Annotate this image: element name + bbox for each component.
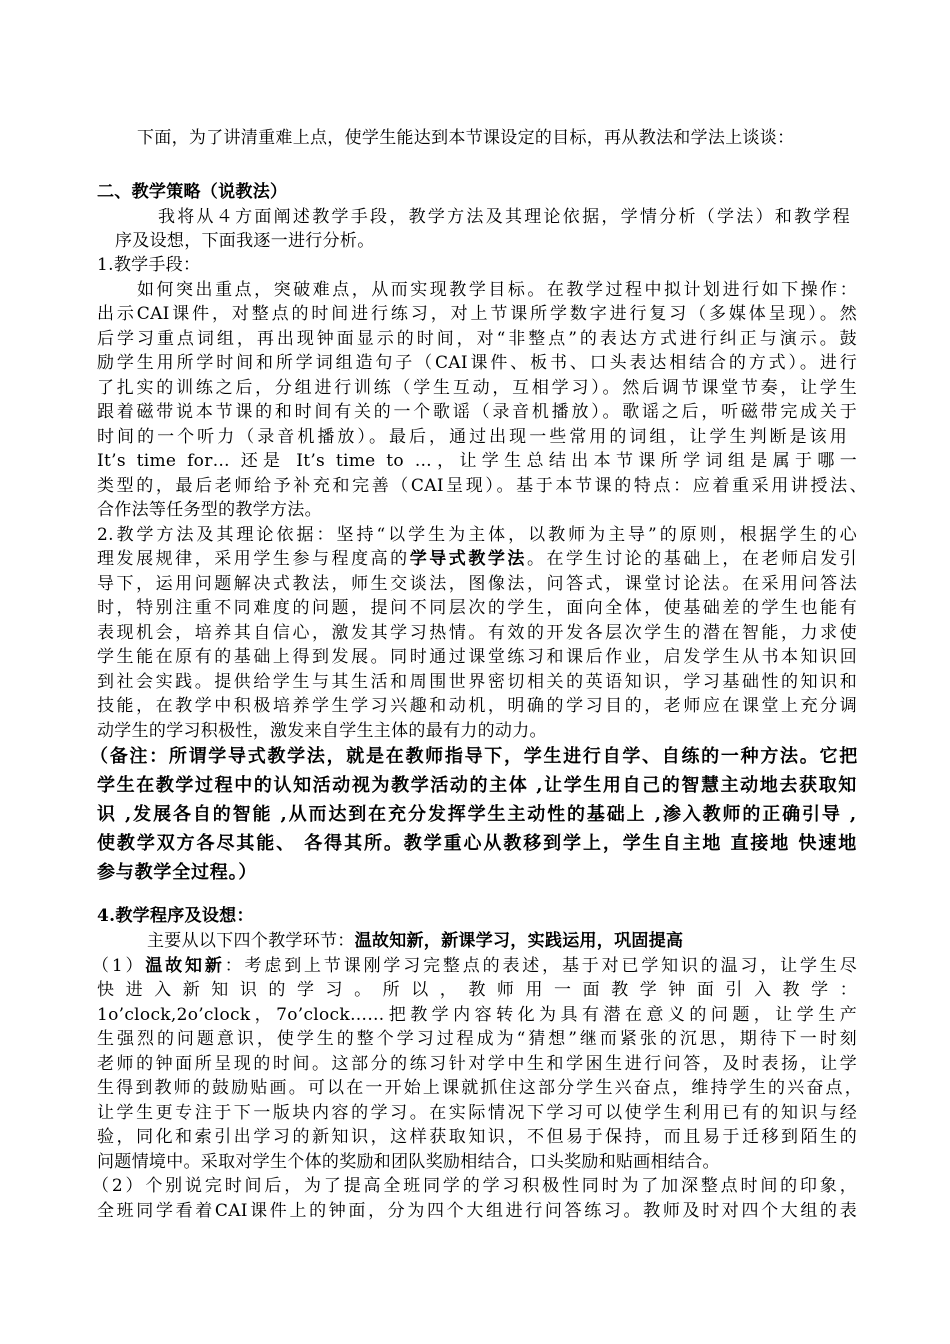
intro-line: 下面，为了讲清重难上点，使学生能达到本节课设定的目标，再从教法和学法上谈谈： bbox=[137, 128, 795, 148]
text-line: 1o’clock,2o’clock，7o’clock……把教学内容转化为具有潜在意义的问题，让学生产 bbox=[97, 1005, 857, 1025]
text-line: 老师的钟面所呈现的时间。这部分的练习针对学中生和学困生进行问答，及时表扬，让学 bbox=[97, 1054, 857, 1074]
note-line: 参与教学全过程。） bbox=[97, 862, 258, 883]
means-heading: 1.教学手段： bbox=[97, 255, 201, 275]
text-line: 类型的，最后老师给予补充和完善（CAI呈现）。基于本节课的特点：应着重采用讲授法、 bbox=[97, 476, 867, 496]
text-line: 时间的一个听力（录音机播放）。最后，通过出现一些常用的词组，让学生判断是该用 bbox=[97, 427, 847, 447]
method-heading-line: 2.教学方法及其理论依据：坚持“以学生为主体，以教师为主导”的原则，根据学生的心 bbox=[97, 525, 857, 545]
text-line: 合作法等任务型的教学方法。 bbox=[97, 500, 322, 520]
text-line: 让学生更专注于下一版块内容的学习。在实际情况下学习可以使学生利用已有的知识与经 bbox=[97, 1103, 857, 1123]
text-line: 励学生用所学时间和所学词组造句子（CAI课件、板书、口头表达相结合的方式）。进行 bbox=[97, 353, 857, 373]
text-line: 技能，在教学中积极培养学生学习兴趣和动机，明确的学习目的，老师应在课堂上充分调 bbox=[97, 696, 857, 716]
p1-title: 温故知新 bbox=[145, 956, 225, 976]
text-line: 出示CAI课件，对整点的时间进行练习，对上节课所学数字进行复习（多媒体呈现）。然 bbox=[97, 304, 857, 324]
text-line: 问题情境中。采取对学生个体的奖励和团队奖励相结合，口头奖励和贴画相结合。 bbox=[97, 1152, 720, 1172]
method-bold-term: 学导式教学法 bbox=[409, 549, 527, 569]
note-line: 识 ,发展各自的智能 ,从而达到在充分发挥学生主动性的基础上 ,渗入教师的正确引导 , bbox=[97, 804, 857, 825]
section2-heading: 二、教学策略（说教法） bbox=[97, 182, 288, 202]
method-line-2: 理发展规律，采用学生参与程度高的学导式教学法。在学生讨论的基础上，在老师启发引 bbox=[97, 549, 857, 569]
text-line: 到社会实践。提供给学生与其生活和周围世界密切相关的英语知识，学习基础性的知识和 bbox=[97, 672, 857, 692]
text-line: 后学习重点词组，再出现钟面显示的时间，对“非整点”的表达方式进行纠正与演示。鼓 bbox=[97, 329, 857, 349]
text-line: It’s time for… 还是 It’s time to …，让学生总结出本节课所学词组是属于哪一 bbox=[97, 451, 857, 471]
procedure-heading: 4.教学程序及设想： bbox=[97, 906, 254, 926]
note-line: 学生在教学过程中的认知活动视为教学活动的主体 ,让学生用自己的智慧主动地去获取知 bbox=[97, 775, 857, 796]
text-line: 全班同学看着CAI课件上的钟面，分为四个大组进行问答练习。教师及时对四个大组的表 bbox=[97, 1201, 857, 1221]
text-line: 时，特别注重不同难度的问题，提问不同层次的学生，面向全体，使基础差的学生也能有 bbox=[97, 598, 857, 618]
note-line: （备注：所谓学导式教学法，就是在教师指导下，学生进行自学、自练的一种方法。它把 bbox=[90, 746, 858, 767]
procedure-p1-line: （1）温故知新：考虑到上节课刚学习完整点的表述，基于对已学知识的温习，让学生尽 bbox=[92, 956, 857, 976]
text-line: 动学生的学习积极性，激发来自学生主体的最有力的动力。 bbox=[97, 721, 547, 741]
note-line: 使教学双方各尽其能、 各得其所。教学重心从教移到学上，学生自主地 直接地 快速地 bbox=[97, 833, 857, 854]
text-line: （2）个别说完时间后，为了提高全班同学的学习积极性同时为了加深整点时间的印象， bbox=[92, 1176, 857, 1196]
text-line: 如何突出重点，突破难点，从而实现教学目标。在教学过程中拟计划进行如下操作： bbox=[137, 280, 857, 300]
text-line: 生得到教师的鼓励贴画。可以在一开始上课就抓住这部分学生兴奋点，维持学生的兴奋点， bbox=[97, 1078, 862, 1098]
text-line: 我将从４方面阐述教学手段，教学方法及其理论依据，学情分析（学法）和教学程 bbox=[158, 207, 850, 227]
text-line: 表现机会，培养其自信心，激发其学习热情。有效的开发各层次学生的潜在智能，力求使 bbox=[97, 623, 857, 643]
text-line: 验，同化和索引出学习的新知识，这样获取知识，不但易于保持，而且易于迁移到陌生的 bbox=[97, 1127, 857, 1147]
procedure-stages: 温故知新，新课学习，实践运用，巩固提高 bbox=[354, 931, 684, 951]
text-line: 快 进 入 新 知 识 的 学 习 。 所 以 ， 教 师 用 一 面 教 学 钟 面 引 入 教 学 ： bbox=[97, 980, 857, 1000]
text-line: 序及设想，下面我逐一进行分析。 bbox=[115, 231, 375, 251]
text-line: 跟着磁带说本节课的和时间有关的一个歌谣（录音机播放）。歌谣之后，听磁带完成关于 bbox=[97, 402, 857, 422]
text-line: 导下，运用问题解决式教法，师生交谈法，图像法，问答式，课堂讨论法。在采用问答法 bbox=[97, 574, 857, 594]
text-line: 生强烈的问题意识，使学生的整个学习过程成为“猜想”继而紧张的沉思，期待下一时刻 bbox=[97, 1029, 857, 1049]
text-line: 了扎实的训练之后，分组进行训练（学生互动，互相学习）。然后调节课堂节奏，让学生 bbox=[97, 378, 857, 398]
procedure-main-line: 主要从以下四个教学环节：温故知新，新课学习，实践运用，巩固提高 bbox=[147, 931, 684, 951]
text-line: 学生能在原有的基础上得到发展。同时通过课堂练习和课后作业，启发学生从书本知识回 bbox=[97, 647, 857, 667]
